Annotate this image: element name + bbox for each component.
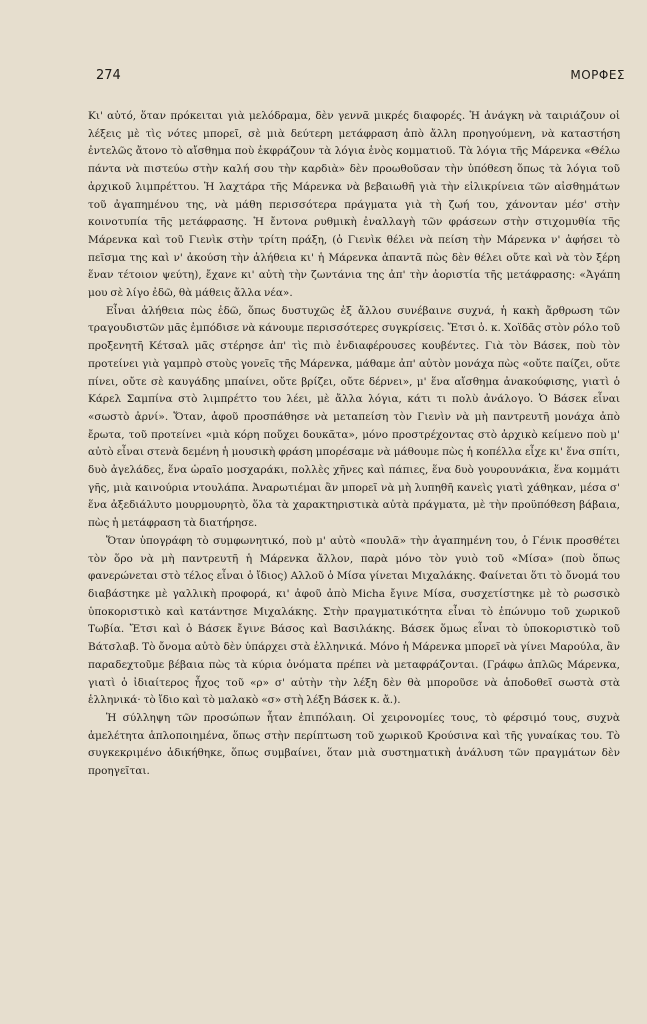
paragraph-4: Ἡ σύλληψη τῶν προσώπων ἦταν ἐπιπόλαιη. Οἱ χειρονομίες τους, τὸ φέρσιμό τους, συχνὰ ἀμελέτητα ἁπλοποιημένα, ὅπως στὴν περίπτωση τοῦ χωρικοῦ Κρούσινα καὶ τῆς γυναίκας του. Τὸ συγκεκριμένο ἀδικήθηκε, ὅπως συμβαίνει, ὅταν μιὰ συστηματικὴ ἀνάλυση τῶν πραγμάτων δὲν προηγεῖται.	[88, 711, 620, 778]
paragraph-2: Εἶναι ἀλήθεια πὼς ἐδῶ, ὅπως δυστυχῶς ἐξ ἄλλου συνέβαινε συχνά, ἡ κακὴ ἄρθρωση τῶν τραγουδιστῶν μᾶς ἐμπόδισε νὰ κάνουμε περισσότερες συγκρίσεις. Ἔτσι ὁ. κ. Χοϊδᾶς στὸν ρόλο τοῦ προξενητῆ Κέτσαλ μᾶς στέρησε ἀπ' τὶς πιὸ ἐνδιαφέρουσες κουβέντες. Γιὰ τὸν Βάσεκ, ποὺ τὸν προτείνει γιὰ γαμπρὸ στοὺς γονεῖς τῆς Μάρενκα, μάθαμε ἀπ' αὐτὸν μονάχα πὼς «οὔτε παίζει, οὔτε πίνει, οὔτε σὲ καυγάδης μπαίνει, οὔτε βρίζει, οὔτε δέρνει», μ' ἕνα αἴσθημα ἀνακούφισης, γιατὶ ὁ Κάρελ Σαμπίνα στὸ λιμπρέττο του λέει, μὲ ἄλλα λόγια, κάτι τι πολὺ ἀνάλογο. Ὁ Βάσεκ εἶναι «σωστὸ ἀρνί». Ὅταν, ἀφοῦ προσπάθησε νὰ μεταπείση τὸν Γιενὶν νὰ μὴ παντρευτῆ μονάχα ἀπὸ ἔρωτα, τοῦ προτείνει «μιὰ κόρη ποὔχει δουκᾶτα», μόνο προστρέχοντας στὸ ἀρχικὸ κείμενο ποὺ μ' αὐτὸ εἶναι στενὰ δεμένη ἡ μουσικὴ φράση μπορέσαμε νὰ μάθουμε πὼς ἡ κοπέλλα εἶχε κι' ἕνα σπίτι, δυὸ ἀγελάδες, ἕνα ὡραῖο μοσχαράκι, πολλὲς χῆνες καὶ πάπιες, ἕνα δυὸ γουρουνάκια, ἕνα κομμάτι γῆς, μιὰ καινούρια ντουλάπα. Ἀναρωτιέμαι ἂν μπορεῖ νὰ μὴ λυπηθῆ κανεὶς γιατὶ χάθηκαν, μέσα σ' ἕνα ἀξεδιάλυτο μουρμουρητὸ, ὅλα τὰ χαρακτηριστικὰ αὐτὰ πράγματα, μὲ τὴν προϋπόθεση βάβαια, πὼς ἡ μετάφραση τὰ διατήρησε.	[88, 304, 620, 530]
page-header	[96, 68, 625, 88]
paragraph-1: Κι' αὐτό, ὅταν πρόκειται γιὰ μελόδραμα, δὲν γεννᾶ μικρές διαφορές. Ἡ ἀνάγκη νὰ ταιριάζουν οἱ λέξεις μὲ τὶς νότες μπορεῖ, σὲ μιὰ δεύτερη μετάφραση ἀπὸ ἄλλη προηγούμενη, νὰ καταστήση ἐντελῶς ἄτονο τὸ αἴσθημα ποὺ ἐκφράζουν τὰ λόγια ἑνὸς κομματιοῦ. Τὰ λόγια τῆς Μάρενκα «Θέλω πάντα νὰ πιστεύω στὴν καλή σου τὴν καρδιὰ» δὲν προωθοῦσαν τὴν ὑπόθεση ὅπως τὰ λόγια τοῦ ἀρχικοῦ λιμπρέττου. Ἡ λαχτάρα τῆς Μάρενκα νὰ βεβαιωθῆ γιὰ τὴν εἰλικρίνεια τῶν αἰσθημάτων τοῦ ἀγαπημένου της, νὰ μάθη περισσότερα πράγματα γιὰ τὴ ζωή του, χάνονταν μέσ' στὴν κοινοτυπία τῆς μετάφρασης. Ἡ ἔντονα ρυθμικὴ ἐναλλαγὴ τῶν φράσεων στὴν στιχομυθία τῆς Μάρενκα καὶ τοῦ Γιενὶκ στὴν τρίτη πράξη, (ὁ Γιενὶκ θέλει νὰ πείση τὴν Μάρενκα ν' ἀφήσει τὸ πεῖσμα της καὶ ν' ἀκούση τὴν ἀλήθεια κι' ἡ Μάρενκα ἀπαντᾶ πὼς δὲν θέλει οὔτε καὶ νὰ τὸν ξέρη ἕναν τέτοιον ψεύτη), ἔχανε κι' αὐτὴ τὴν ζωντάνια της ἀπ' τὴν ἀοριστία τῆς μετάφρασης: «Ἀγάπη μου σὲ λίγο ἐδῶ, θὰ μάθεις ἄλλα νέα».	[88, 110, 620, 300]
running-title: ΜΟΡΦΕΣ	[570, 68, 625, 82]
page-number: 274	[96, 68, 121, 83]
body-text	[88, 108, 620, 781]
paragraph-3: Ὅταν ὑπογράφη τὸ συμφωνητικό, ποὺ μ' αὐτὸ «πουλᾶ» τὴν ἀγαπημένη του, ὁ Γένικ προσθέτει τὸν ὅρο νὰ μὴ παντρευτῆ ἡ Μάρενκα ἄλλον, παρὰ μόνο τὸν γυιὸ τοῦ «Μίσα» (ποὺ ὅπως φανερώνεται στὸ τέλος εἶναι ὁ ἴδιος) Αλλοῦ ὁ Μίσα γίνεται Μιχαλάκης. Φαίνεται ὅτι τὸ ὄνομά του διαβάστηκε μὲ γαλλικὴ προφορά, κι' ἀφοῦ ἀπὸ Micha ἔγινε Μίσα, συσχετίστηκε μὲ τὸ ρωσσικὸ ὑποκοριστικὸ καὶ κατάντησε Μιχαλάκης. Στὴν πραγματικότητα εἶναι τὸ ἐπώνυμο τοῦ χωρικοῦ Τωβία. Ἔτσι καὶ ὁ Βάσεκ ἔγινε Βάσος καὶ Βασιλάκης. Βάσεκ ὅμως εἶναι τὸ ὑποκοριστικὸ τοῦ Βάτσλαβ. Τὸ ὄνομα αὐτὸ δὲν ὑπάρχει στὰ ἑλληνικά. Μόνο ἡ Μάρενκα μπορεῖ νὰ γίνει Μαρούλα, ἂν παραδεχτοῦμε βέβαια πὼς τὰ κύρια ὀνόματα πρέπει νὰ μεταφράζονται. (Γράφω ἁπλῶς Μάρενκα, γιατὶ ὁ ἰδιαίτερος ἦχος τοῦ «ρ» σ' αὐτὴν τὴν λέξη δὲν θὰ μποροῦσε νὰ ἀποδοθεῖ σωστὰ στὰ ἑλληνικά· τὸ ἴδιο καὶ τὸ μαλακὸ «σ» στὴ λέξη Βάσεκ κ. ἄ.).	[88, 534, 620, 707]
